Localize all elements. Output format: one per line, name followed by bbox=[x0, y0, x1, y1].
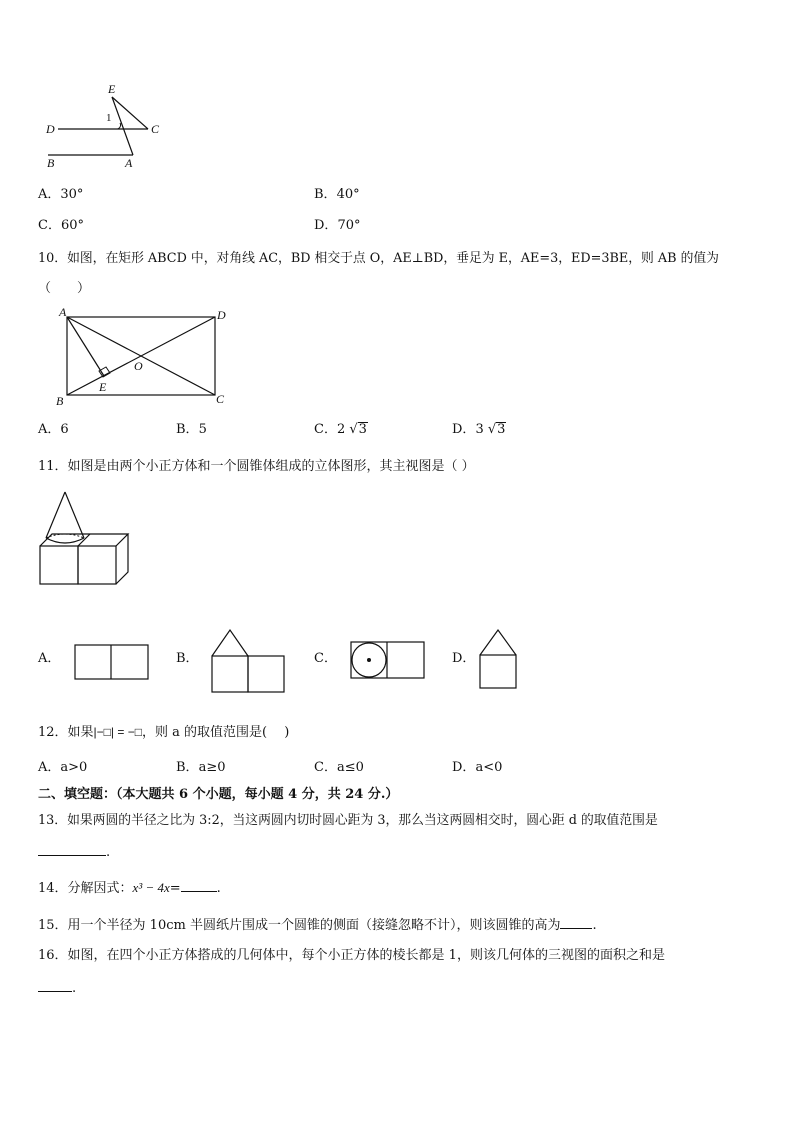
sqrt-3: 3 bbox=[358, 422, 367, 437]
q9-label-b: B bbox=[47, 156, 55, 170]
section-2-title: 二、填空题：（本大题共 6 个小题，每小题 4 分，共 24 分.） bbox=[38, 787, 399, 802]
q11-option-d-figure[interactable] bbox=[479, 629, 519, 691]
q12-option-d[interactable]: D．a<0 bbox=[452, 760, 503, 775]
q11-option-c-figure[interactable] bbox=[350, 641, 426, 681]
answer-blank[interactable] bbox=[560, 916, 592, 929]
answer-blank[interactable] bbox=[38, 843, 106, 856]
q14-expression: x³ − 4x bbox=[132, 880, 170, 895]
q9-option-c[interactable]: C．60° bbox=[38, 218, 84, 233]
q9-label-a: A bbox=[125, 156, 133, 170]
q10-label-d: D bbox=[217, 308, 226, 322]
q10-label-a: A bbox=[59, 305, 67, 319]
q10-figure bbox=[56, 306, 231, 406]
sqrt-3: 3 bbox=[497, 422, 506, 437]
q10-stem: 10．如图，在矩形 ABCD 中，对角线 AC，BD 相交于点 O，AE⊥BD，垂足为 E，AE=3，ED=3BE，则 AB 的值为 bbox=[38, 251, 719, 266]
answer-blank[interactable] bbox=[38, 979, 72, 992]
q11-option-b-label[interactable]: B． bbox=[176, 651, 199, 666]
q13-answer-line: . bbox=[38, 843, 110, 862]
q10-label-e: E bbox=[99, 380, 107, 394]
q11-option-a-figure[interactable] bbox=[74, 644, 150, 682]
q12-stem: 12．如果|−□| = −□，则 a 的取值范围是( ) bbox=[38, 725, 290, 740]
answer-blank[interactable] bbox=[181, 879, 217, 892]
q10-option-d[interactable]: D．3 √3 bbox=[452, 422, 506, 437]
q11-stem: 11．如图是由两个小正方体和一个圆锥体组成的立体图形，其主视图是（ ） bbox=[38, 459, 475, 474]
q10-label-c: C bbox=[216, 392, 225, 406]
q16-answer-line: . bbox=[38, 979, 76, 998]
q10-paren: （ ） bbox=[38, 281, 91, 296]
q12-option-c[interactable]: C．a≤0 bbox=[314, 760, 364, 775]
q12-expression: |−□| = −□ bbox=[93, 725, 142, 739]
q15-stem: 15．用一个半径为 10cm 半圆纸片围成一个圆锥的侧面（接缝忽略不计），则该圆锥的高为 . bbox=[38, 918, 597, 933]
q13-stem: 13．如果两圆的半径之比为 3:2，当这两圆内切时圆心距为 3，那么当这两圆相交时，圆心距 d 的取值范围是 bbox=[38, 813, 658, 828]
q14-stem: 14．分解因式：x³ − 4x= . bbox=[38, 880, 221, 896]
q11-option-d-label[interactable]: D． bbox=[452, 651, 476, 666]
q11-option-a-label[interactable]: A． bbox=[38, 651, 61, 666]
q9-label-1: 1 bbox=[106, 112, 112, 124]
q9-label-e: E bbox=[108, 82, 116, 96]
q10-option-a[interactable]: A．6 bbox=[38, 422, 69, 437]
q9-option-d[interactable]: D．70° bbox=[314, 218, 361, 233]
q12-option-a[interactable]: A．a>0 bbox=[38, 760, 88, 775]
q10-label-o: O bbox=[134, 359, 143, 373]
q12-option-b[interactable]: B．a≥0 bbox=[176, 760, 226, 775]
q10-option-b[interactable]: B．5 bbox=[176, 422, 207, 437]
q10-option-c[interactable]: C．2 √3 bbox=[314, 422, 367, 437]
q11-solid-figure bbox=[38, 490, 138, 586]
q16-stem: 16．如图，在四个小正方体搭成的几何体中，每个小正方体的棱长都是 1，则该几何体的三视图的面积之和是 bbox=[38, 948, 665, 963]
q9-label-d: D bbox=[46, 122, 55, 136]
q9-label-c: C bbox=[151, 122, 160, 136]
q9-option-a[interactable]: A．30° bbox=[38, 187, 84, 202]
q11-option-c-label[interactable]: C． bbox=[314, 651, 337, 666]
q11-option-b-figure[interactable] bbox=[210, 628, 288, 694]
q9-option-b[interactable]: B．40° bbox=[314, 187, 360, 202]
q10-label-b: B bbox=[56, 394, 64, 408]
